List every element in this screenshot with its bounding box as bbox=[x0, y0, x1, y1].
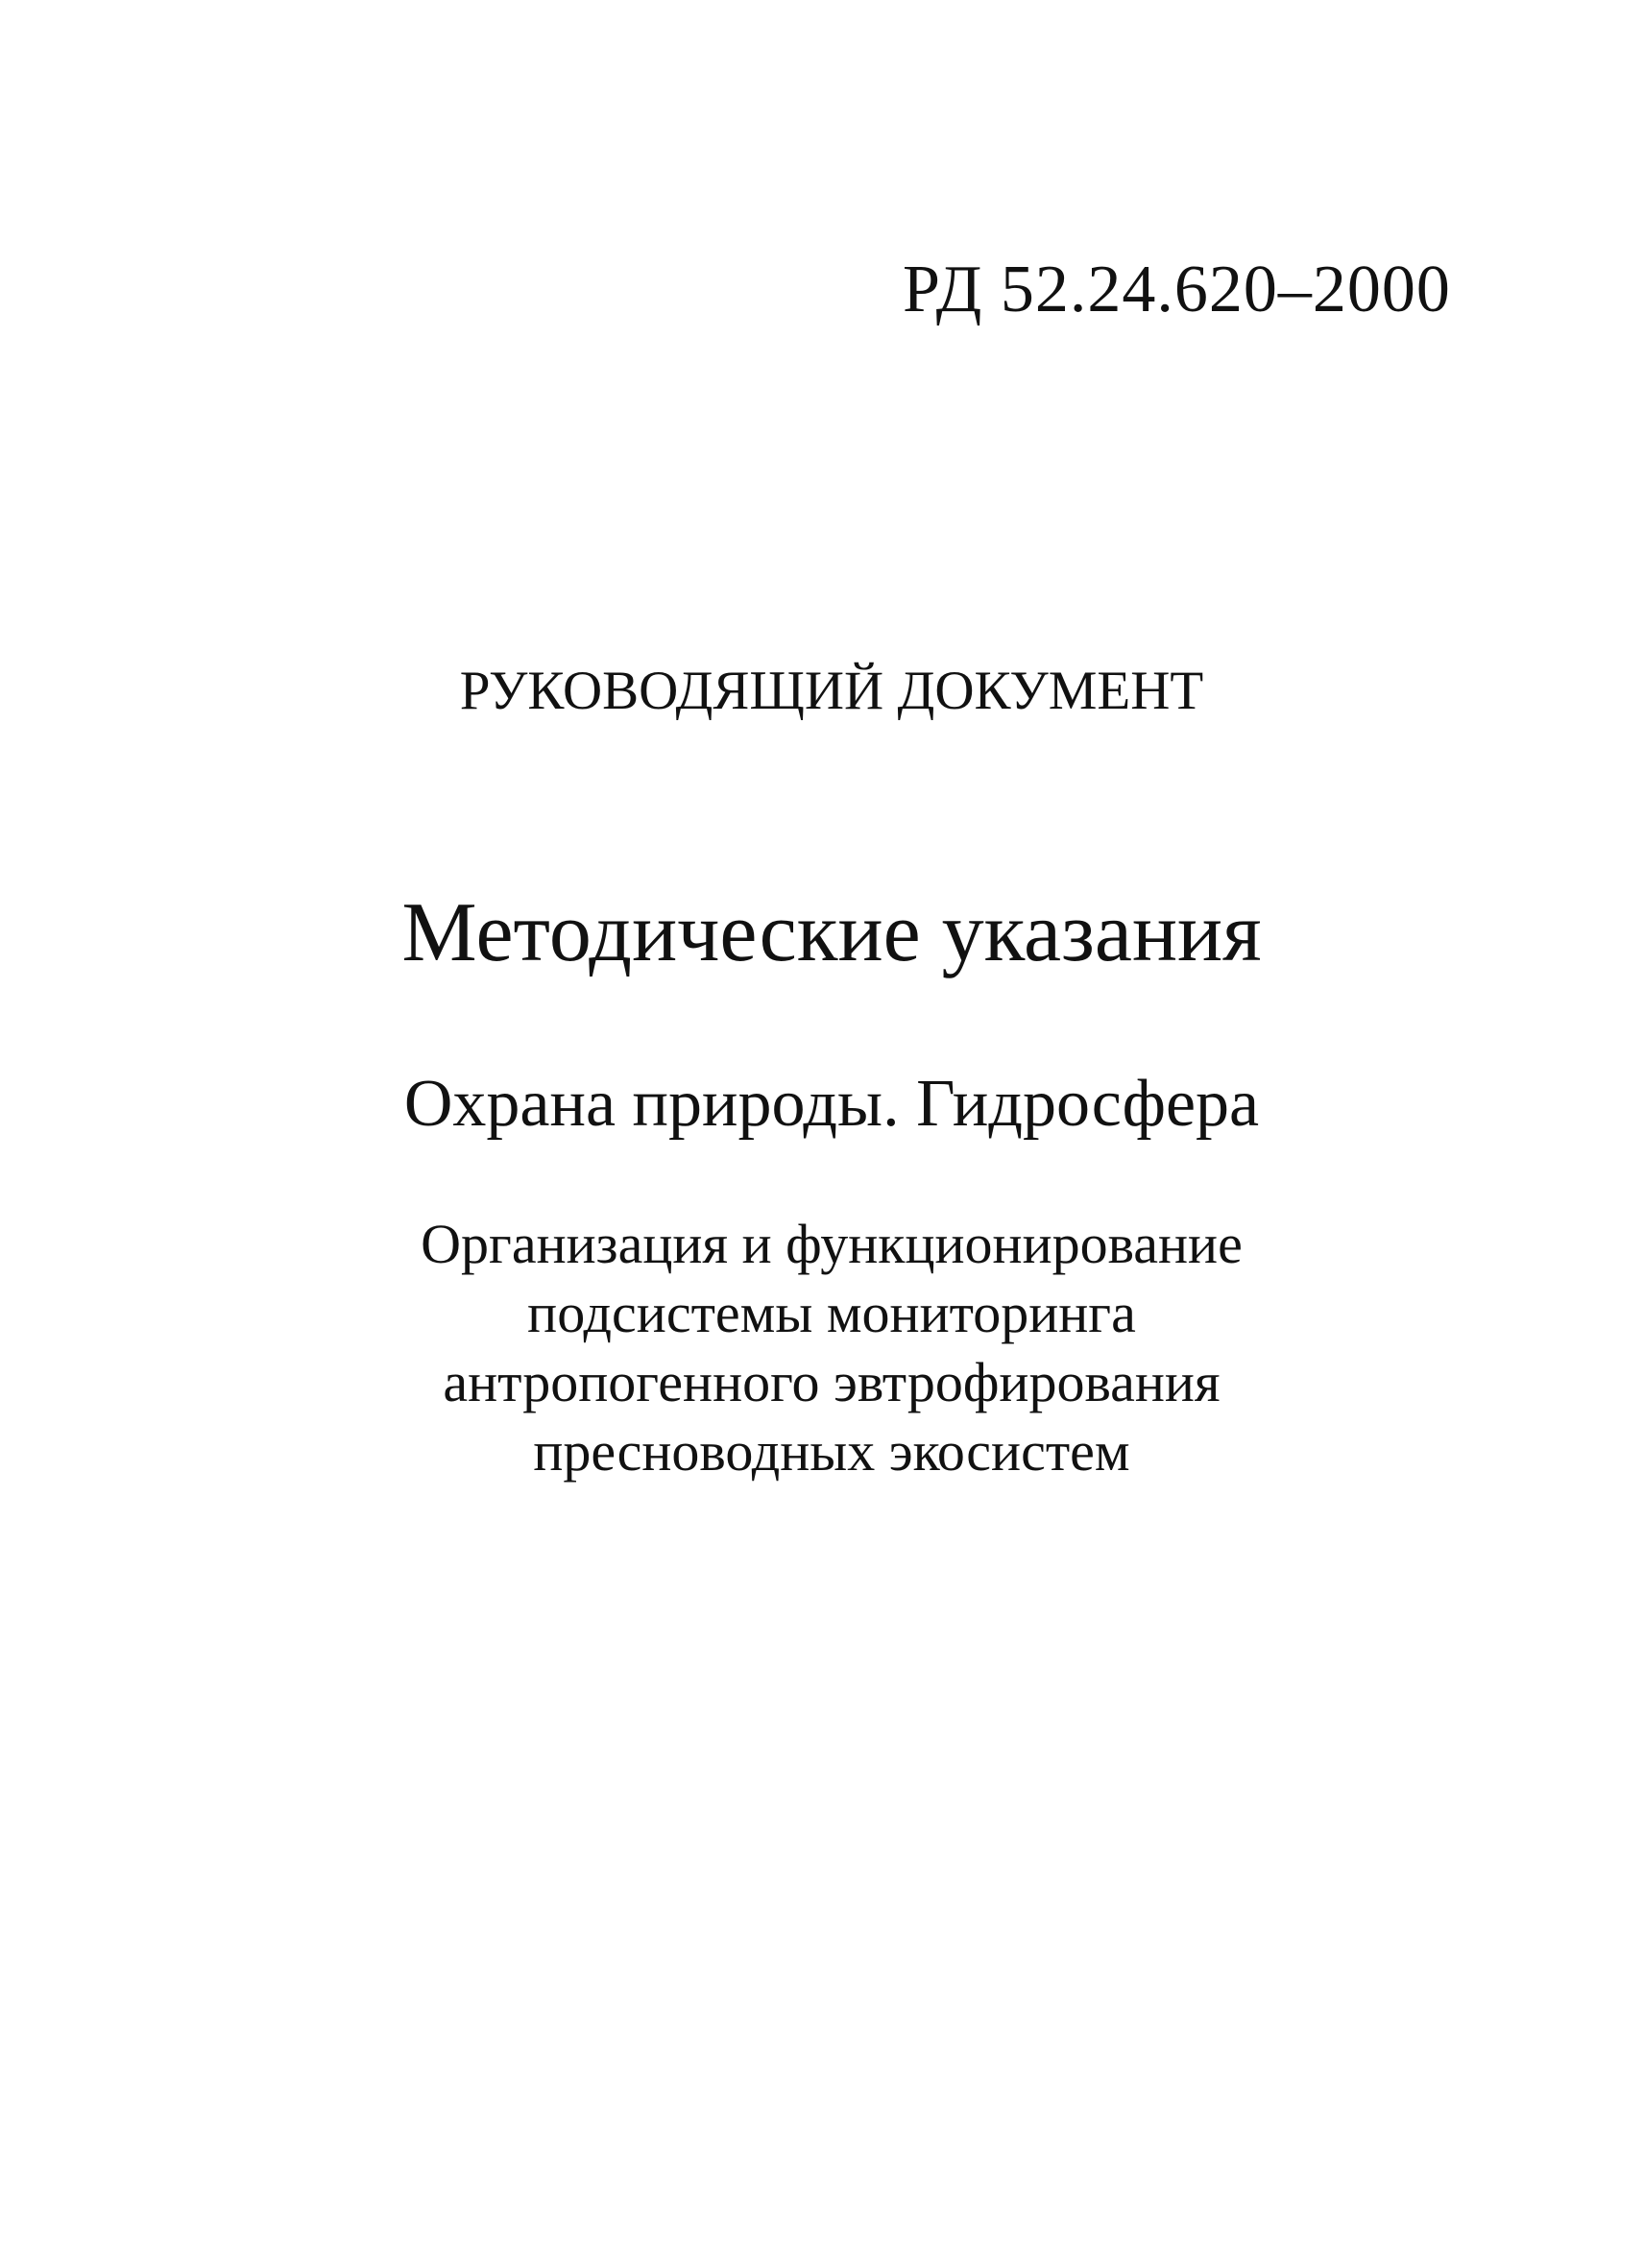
description-line: антропогенного эвтрофирования bbox=[443, 1351, 1221, 1413]
document-code: РД 52.24.620–2000 bbox=[903, 253, 1451, 326]
description-line: пресноводных экосистем bbox=[533, 1420, 1130, 1483]
document-subtitle: Охрана природы. Гидросфера bbox=[403, 1067, 1260, 1141]
document-type: РУКОВОДЯЩИЙ ДОКУМЕНТ bbox=[459, 661, 1204, 721]
description-line: подсистемы мониторинга bbox=[527, 1282, 1136, 1344]
document-title: Методические указания bbox=[401, 886, 1262, 979]
document-description bbox=[0, 1210, 1644, 1486]
description-line: Организация и функционирование bbox=[421, 1213, 1243, 1275]
